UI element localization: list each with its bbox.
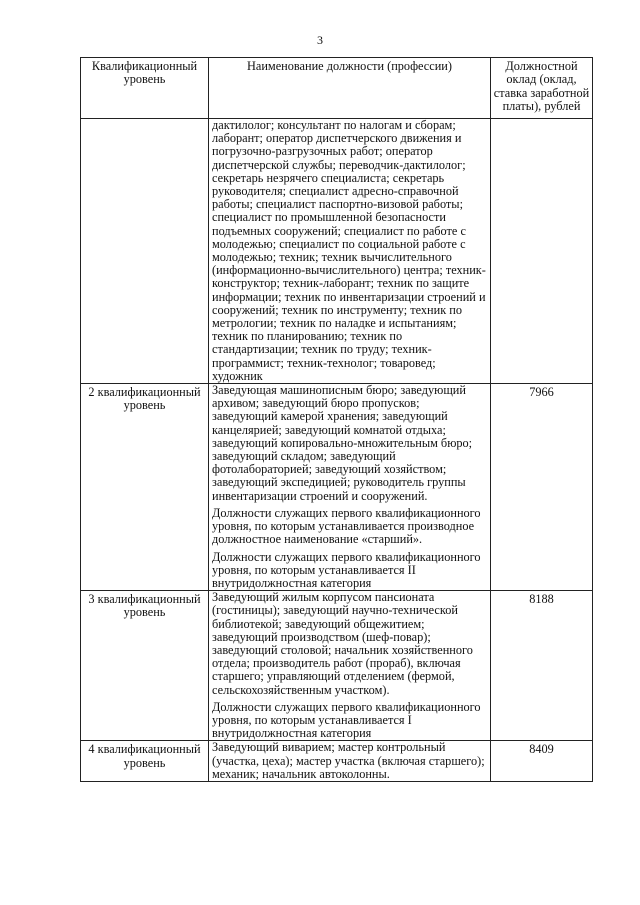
table-row (81, 384, 593, 591)
salary-table (80, 57, 593, 782)
table-row (81, 119, 593, 384)
row-level (81, 119, 209, 384)
row-salary: 7966 (491, 384, 593, 591)
positions-paragraph: Должности служащих первого квалификационного уровня, по которым устанавливается I внутридолжностная категория (212, 699, 481, 741)
table-header-row (81, 58, 593, 119)
positions-paragraph: дактилолог; консультант по налогам и сборам; лаборант; оператор диспетчерского движения и погрузочно-разгрузочных работ; оператор диспетчерской службы; переводчик-дактилолог; секретарь незрячего специалиста; секретарь руководителя; специалист адресно-справочной работы; специалист паспортно-визовой работы; специалист по промышленной безопасности подъемных сооружений; специалист по работе с молодежью; специалист по социальной работе с молодежью; техник; техник вычислительного (информационно-вычислительного) центра; техник-конструктор; техник-лаборант; техник по защите информации; техник по инвентаризации строений и сооружений; техник по инструменту; техник по метрологии; техник по наладке и испытаниям; техник по планированию; техник по стандартизации; техник по труду; техник-программист; техник-технолог; товаровед; художник (212, 118, 486, 383)
table-row (81, 741, 593, 782)
row-positions (209, 119, 491, 384)
row-positions (209, 384, 491, 591)
table-row (81, 591, 593, 741)
row-positions (209, 741, 491, 782)
row-salary: 8188 (491, 591, 593, 741)
row-level: 3 квалификационный уровень (81, 591, 209, 741)
row-salary (491, 119, 593, 384)
page-number: 3 (317, 33, 323, 47)
positions-paragraph: Должности служащих первого квалификационного уровня, по которым устанавливается II внутридолжностная категория (212, 549, 481, 590)
positions-paragraph: Заведующая машинописным бюро; заведующий архивом; заведующий бюро пропусков; заведующий камерой хранения; заведующий канцелярией; заведующий комнатой отдыха; заведующий копировально-множительным бюро; заведующий складом; заведующий фотолабораторией; заведующий хозяйством; заведующий экспедицией; руководитель группы инвентаризации строений и сооружений. (212, 383, 473, 503)
header-salary: Должностной оклад (оклад, ставка заработной платы), рублей (491, 58, 593, 119)
header-position: Наименование должности (профессии) (209, 58, 491, 119)
row-level: 4 квалификационный уровень (81, 741, 209, 782)
positions-paragraph: Заведующий жилым корпусом пансионата (гостиницы); заведующий научно-технической библиотекой; заведующий общежитием; заведующий производством (шеф-повар); заведующий столовой; начальник хозяйственного отдела; производитель работ (прораб), включая старшего; управляющий отделением (фермой, сельскохозяйственным участком). (212, 590, 473, 697)
row-level: 2 квалификационный уровень (81, 384, 209, 591)
row-salary: 8409 (491, 741, 593, 782)
positions-paragraph: Заведующий виварием; мастер контрольный (участка, цеха); мастер участка (включая старшего); механик; начальник автоколонны. (212, 740, 485, 781)
positions-paragraph: Должности служащих первого квалификационного уровня, по которым устанавливается производное должностное наименование «старший». (212, 505, 481, 547)
header-level: Квалификационный уровень (81, 58, 209, 119)
row-positions (209, 591, 491, 741)
